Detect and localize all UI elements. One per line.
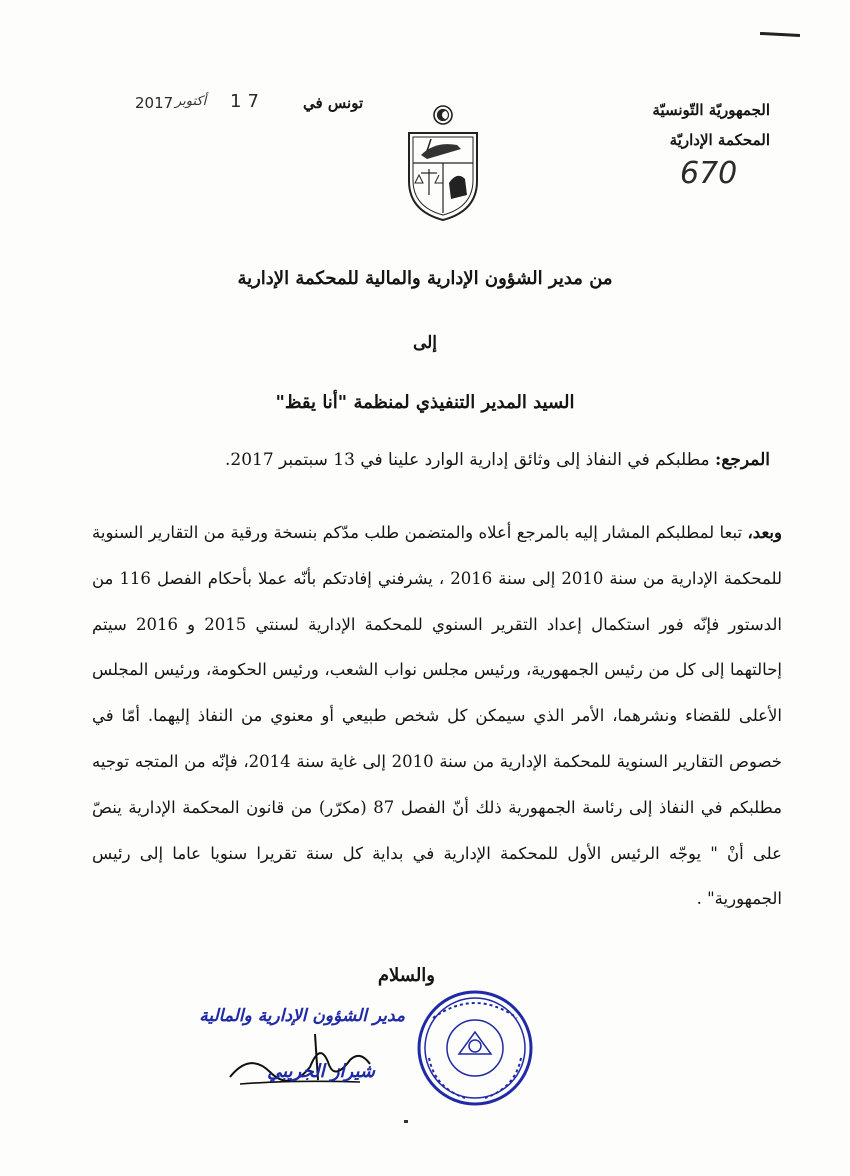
letter-body <box>92 510 782 922</box>
official-stamp-icon <box>415 988 535 1108</box>
body-opening: وبعد، <box>747 523 782 542</box>
date-line <box>135 91 365 118</box>
tunisia-coat-of-arms-icon <box>405 103 481 223</box>
institution-line-court: المحكمة الإداريّة <box>669 131 770 149</box>
date-city: تونس في <box>303 94 364 112</box>
date-month: أكتوبر <box>175 94 207 109</box>
institution-header <box>550 95 770 155</box>
to-label: إلى <box>412 333 438 353</box>
pen-mark <box>760 32 800 37</box>
sender-line: من مدير الشؤون الإدارية والمالية للمحكمة الإدارية <box>237 268 613 289</box>
signatory-title: مدير الشؤون الإدارية والمالية <box>199 1006 405 1026</box>
institution-line-republic: الجمهوريّة التّونسيّة <box>652 101 770 119</box>
ink-dot <box>404 1120 408 1123</box>
recipient-line: السيد المدير التنفيذي لمنظمة "أنا يقظ" <box>275 392 575 413</box>
signatory-name: شيراز الجريبي <box>267 1061 375 1082</box>
reference-text: مطلبكم في النفاذ إلى وثائق إدارية الوارد علينا في 13 سبتمبر 2017. <box>224 450 710 470</box>
reference-label: المرجع: <box>715 450 770 470</box>
date-day: 17 <box>230 91 265 112</box>
reference-line <box>50 450 770 470</box>
handwritten-reference-number: 670 <box>680 156 738 191</box>
closing-salutation: والسلام <box>377 965 435 986</box>
date-year: 2017 <box>135 94 174 112</box>
body-paragraph: تبعا لمطلبكم المشار إليه بالمرجع أعلاه والمتضمن طلب مدّكم بنسخة ورقية من التقارير السنوية للمحكمة الإدارية من سنة 2010 إلى سنة 2016 ، يشرفني إفادتكم بأنّه عملا بأحكام الفصل 116 من الدستور فإنّه فور استكمال إعداد التقرير السنوي للمحكمة الإدارية لسنتي 2015 و 2016 سيتم إحالتهما إلى كل من رئيس الجمهورية، ورئيس مجلس نواب الشعب، ورئيس الحكومة، ورئيس المجلس الأعلى للقضاء ونشرهما، الأمر الذي سيمكن كل شخص طبيعي أو معنوي من النفاذ إليهما. أمّا في خصوص التقارير السنوية للمحكمة الإدارية من سنة 2010 إلى غاية سنة 2014، فإنّه من المتجه توجيه مطلبكم في النفاذ إلى رئاسة الجمهورية ذلك أنّ الفصل 87 (مكرّر) من قانون المحكمة الإدارية ينصّ على أنْ " يوجّه الرئيس الأول للمحكمة الإدارية في بداية كل سنة تقريرا سنويا عاما إلى رئيس الجمهورية" . <box>92 523 782 909</box>
